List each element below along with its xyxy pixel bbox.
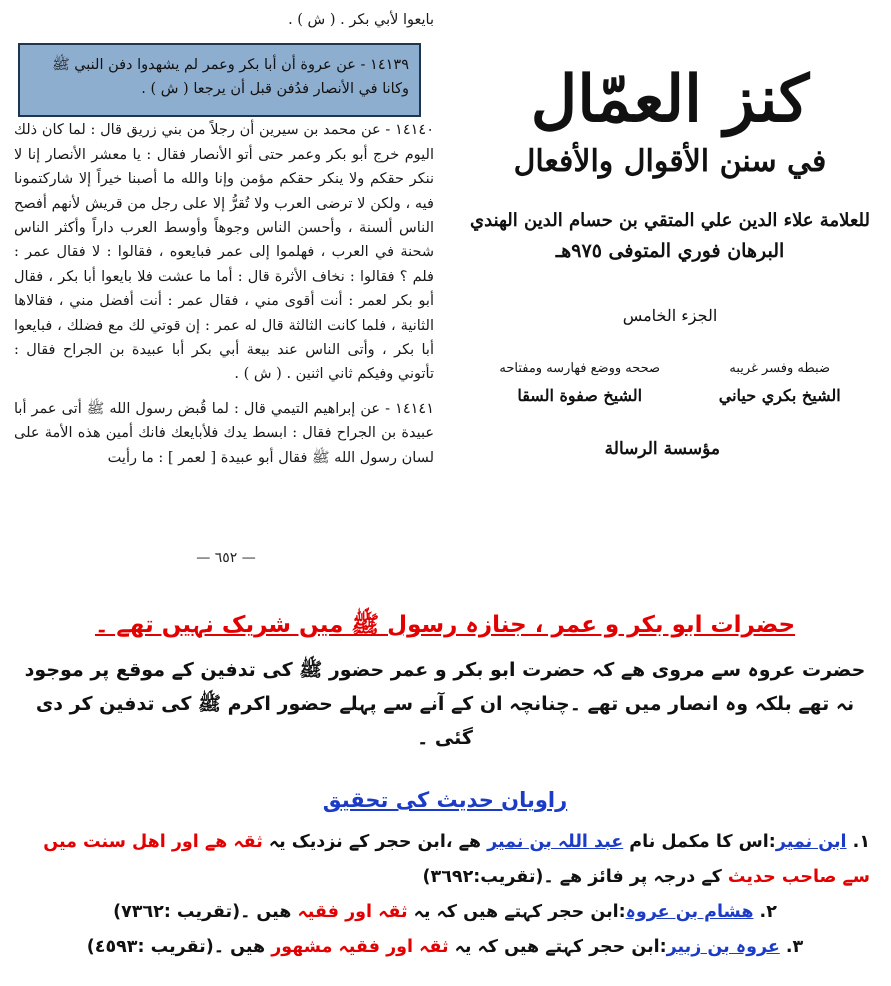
narrator-number: ٣	[792, 937, 804, 957]
author-line-1: للعلامة علاء الدين علي المتقي بن حسام الدين الهندي	[470, 210, 870, 231]
narrator-name: عروہ بن زبیر	[666, 937, 780, 957]
narrator-text: :ابن حجر کہتے ھیں کہ یہ	[407, 902, 626, 922]
editor-left-name: الشيخ صفوة السقا	[517, 386, 643, 405]
narrator-text: :اس کا مکمل نام	[623, 832, 776, 852]
author-line-2: البرهان فوري المتوفى ٩٧٥هـ	[555, 240, 785, 262]
editor-left	[499, 361, 660, 405]
narrator-entry-2: ٢. ھشام بن عروہ:ابن حجر کہتے ھیں کہ یہ ثقہ اور فقیہ ھیں ۔(تقریب :٧٣٦٢)	[113, 902, 777, 922]
narrator-grade: ثقہ اور فقیہ	[297, 902, 408, 922]
narrator-entry-3: ٣. عروہ بن زبیر:ابن حجر کہتے ھیں کہ یہ ثقہ اور فقیہ مشھور ھیں ۔(تقریب :٤٥٩٣)	[86, 937, 804, 957]
narrator-text: ھے ،ابن حجر کے نزدیک یہ	[262, 832, 488, 852]
narrator-text: کے درجہ پر فائز ھے ۔(تقریب:٣٦٩٢)	[422, 867, 728, 887]
narrators-list	[20, 825, 870, 965]
editor-right-label: ضبطه وفسر غريبه	[729, 361, 831, 376]
narrator-full-name: عبد اللہ بن نمیر	[487, 832, 624, 852]
narrator-number: ٢	[766, 902, 777, 922]
narrator-text: :ابن حجر کہتے ھیں کہ یہ	[448, 937, 667, 957]
urdu-heading: حضرات ابو بکر و عمر ، جنازہ رسول ﷺ میں شریک نہیں تھے ۔	[94, 612, 796, 638]
editor-right	[719, 361, 841, 405]
narrator-text: ھیں ۔(تقریب :٤٥٩٣)	[86, 937, 272, 957]
narrators-subheading: راویان حدیث کی تحقیق	[322, 788, 568, 812]
narrator-name: ابن نمیر	[775, 832, 847, 852]
book-title-page	[470, 40, 870, 459]
book-title: كنز العمّال	[530, 62, 810, 137]
editor-left-label: صححه ووضع فهارسه ومفتاحه	[499, 361, 661, 376]
editor-right-name: الشيخ بكري حياني	[718, 386, 841, 405]
volume-label: الجزء الخامس	[622, 306, 718, 325]
urdu-paragraph: حضرت عروہ سے مروی ھے کہ حضرت ابو بکر و عمر حضور ﷺ کی تدفین کے موقع پر موجود نہ تھے بلکہ وہ انصار میں تھے ۔چنانچہ ان کے آنے سے پہلے حضور اکرم ﷺ کی تدفین کر دی گئی ۔	[24, 659, 866, 749]
highlighted-hadith-text: ١٤١٣٩ - عن عروة أن أبا بكر وعمر لم يشهدوا دفن النبي ﷺ وكانا في الأنصار فدُفن قبل أن يرجعا ( ش ) .	[52, 57, 409, 97]
hadith-spacer	[14, 387, 434, 397]
hadith-14141: ١٤١٤١ - عن إبراهيم التيمي قال : لما قُبض رسول الله ﷺ أتى عمر أبا عبيدة بن الجراح فقال : ابسط يدك فلأبايعك فانك أمين هذه الأمة على لسان رسول الله ﷺ فقال أبو عبيدة [ لعمر ] : ما رأيت	[14, 400, 434, 466]
narrator-grade: ثقہ ھے اور اھل سنت میں سے صاحب حدیث	[43, 832, 870, 887]
narrator-number: ١	[859, 832, 870, 852]
publisher: مؤسسة الرسالة	[604, 439, 720, 459]
narrator-name: ھشام بن عروہ	[625, 902, 754, 922]
narrator-grade: ثقہ اور فقیہ مشھور	[271, 937, 449, 957]
page-number: — ٦٥٢ —	[196, 550, 256, 566]
hadith-14140: ١٤١٤٠ - عن محمد بن سيرين أن رجلاً من بني زريق قال : لما كان ذلك اليوم خرج أبو بكر وعمر حتى أتو الأنصار فقال : يا معشر الأنصار إنا لا ننكر حقكم ولا ينكر حقكم مؤمن وإنا والله ما أصبنا خيراً إلا شاركتمونا فيه ، ولكن لا ترضى العرب ولا تُقرُّ إلا على رجل من قريش لأنهم أفصح الناس ألسنة ، وأحسن الناس وجوهاً وأوسط العرب داراً وأكثر الناس شحنة في العرب ، فهلموا إلى عمر فبايعوه ، فقالوا : لا فقال عمر : فلم ؟ فقالوا : نخاف الأثرة قال : أما ما عشت فلا بايعوا أبا بكر ، فقال أبو بكر لعمر : أنت أقوى مني ، فقال عمر : أنت أفضل مني ، فقالاها الثانية ، فلما كانت الثالثة قال له عمر : إن قوتي لك مع فضلك ، فبايعوا أبا بكر ، وأتى الناس عند بيعة أبي بكر أبا عبيدة بن الجراح فقال : تأتوني وفيكم ثاني اثنين . ( ش ) .	[14, 122, 434, 383]
hadith-top-line: بايعوا لأبي بكر . ( ش ) .	[288, 12, 434, 28]
narrator-entry-1: ١. ابن نمیر:اس کا مکمل نام عبد اللہ بن نمیر ھے ،ابن حجر کے نزدیک یہ ثقہ ھے اور اھل سنت میں سے صاحب حدیث کے درجہ پر فائز ھے ۔(تقریب:٣٦٩٢)	[43, 832, 870, 887]
narrator-text: ھیں ۔(تقریب :٧٣٦٢)	[113, 902, 298, 922]
highlighted-hadith-box	[18, 43, 421, 117]
editors-block	[470, 361, 870, 405]
book-subtitle: في سنن الأقوال والأفعال	[513, 144, 827, 179]
